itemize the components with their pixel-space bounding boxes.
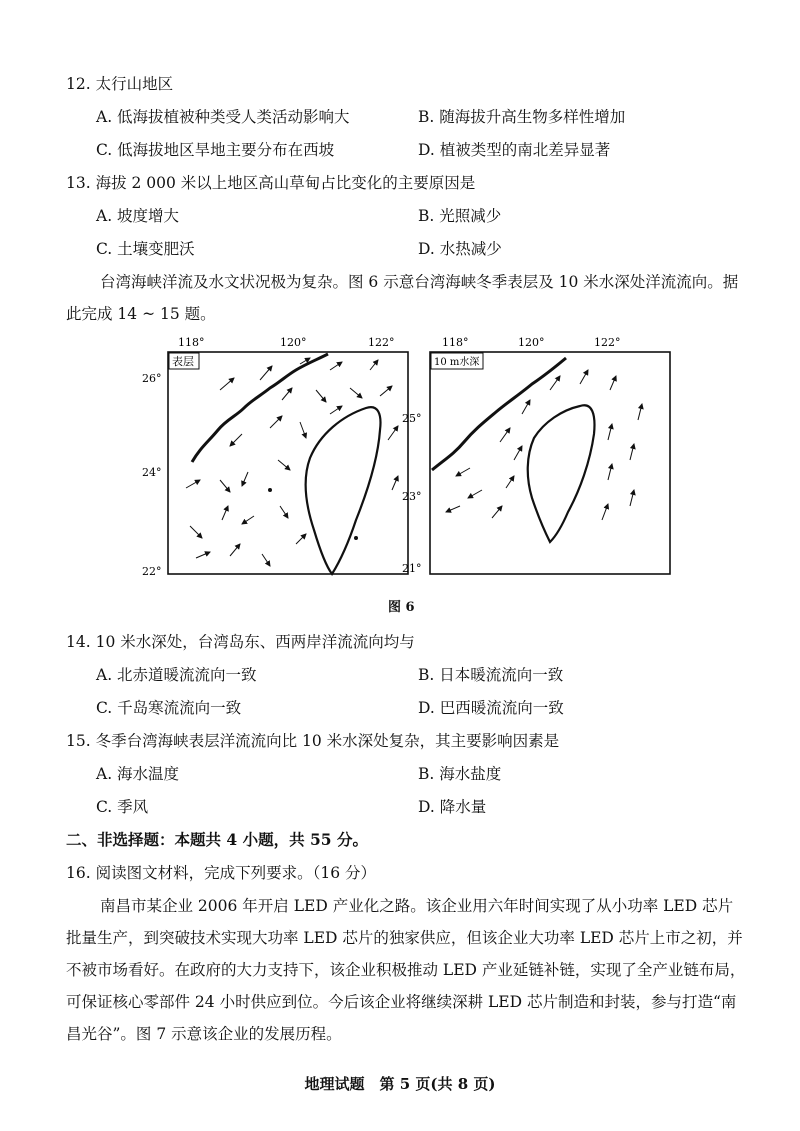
intro-14-15: 台湾海峡洋流及水文状况极为复杂。图 6 示意台湾海峡冬季表层及 10 米水深处洋流流向。据此完成 14 ~ 15 题。	[66, 273, 739, 323]
right-lat-tick-21: 21°	[402, 562, 422, 575]
q13-option-a: A. 坡度增大	[96, 207, 180, 225]
figure-6-maps	[130, 330, 740, 590]
q14-stem: 14. 10 米水深处，台湾岛东、西两岸洋流流向均与	[66, 633, 415, 651]
q12-option-c: C. 低海拔地区旱地主要分布在西坡	[96, 141, 335, 159]
left-lat-tick-24: 24°	[142, 466, 162, 479]
right-lat-tick-23: 23°	[402, 490, 422, 503]
left-lon-tick-118: 118°	[178, 336, 205, 349]
right-lat-tick-25: 25°	[402, 412, 422, 425]
left-map-label: 表层	[172, 355, 194, 368]
left-lon-tick-122: 122°	[368, 336, 395, 349]
q12-option-b: B. 随海拔升高生物多样性增加	[418, 108, 626, 126]
q14-option-d: D. 巴西暖流流向一致	[418, 699, 564, 717]
left-lat-tick-26: 26°	[142, 372, 162, 385]
figure-6-caption: 图 6	[388, 600, 415, 615]
right-map-label: 10 m水深	[434, 357, 480, 368]
q13-option-d: D. 水热减少	[418, 240, 502, 258]
q14-option-c: C. 千岛寒流流向一致	[96, 699, 242, 717]
q15-option-b: B. 海水盐度	[418, 765, 502, 783]
q13-option-c: C. 土壤变肥沃	[96, 240, 195, 258]
q16-stem: 16. 阅读图文材料，完成下列要求。（16 分）	[66, 864, 376, 882]
right-lon-tick-122: 122°	[594, 336, 621, 349]
q12-option-d: D. 植被类型的南北差异显著	[418, 141, 611, 159]
q15-option-c: C. 季风	[96, 798, 149, 816]
10m-depth-current-map	[402, 336, 670, 575]
q14-option-a: A. 北赤道暖流流向一致	[96, 666, 257, 684]
surface-current-map	[142, 336, 408, 578]
q12-stem: 12. 太行山地区	[66, 75, 174, 93]
left-lon-tick-120: 120°	[280, 336, 307, 349]
q14-option-b: B. 日本暖流流向一致	[418, 666, 564, 684]
left-lat-tick-22: 22°	[142, 565, 162, 578]
q15-option-d: D. 降水量	[418, 798, 487, 816]
q16-material: 南昌市某企业 2006 年开启 LED 产业化之路。该企业用六年时间实现了从小功率 LED 芯片批量生产，到突破技术实现大功率 LED 芯片的独家供应，但该企业大功率 LED 芯片上市之初，并不被市场看好。在政府的大力支持下，该企业积极推动 LED 产业延链补链，实现了全产业链布局，可保证核心零部件 24 小时供应到位。今后该企业将继续深耕 LED 芯片制造和封装，参与打造“南昌光谷”。图 7 示意该企业的发展历程。	[66, 897, 746, 1043]
right-lon-tick-120: 120°	[518, 336, 545, 349]
q15-option-a: A. 海水温度	[96, 765, 180, 783]
q12-option-a: A. 低海拔植被种类受人类活动影响大	[96, 108, 350, 126]
q13-option-b: B. 光照减少	[418, 207, 502, 225]
section-2-heading: 二、非选择题：本题共 4 小题，共 55 分。	[66, 830, 368, 849]
page-footer: 地理试题 第 5 页(共 8 页)	[304, 1075, 496, 1093]
q13-stem: 13. 海拔 2 000 米以上地区高山草甸占比变化的主要原因是	[66, 174, 476, 192]
q15-stem: 15. 冬季台湾海峡表层洋流流向比 10 米水深处复杂，其主要影响因素是	[66, 732, 560, 750]
right-lon-tick-118: 118°	[442, 336, 469, 349]
